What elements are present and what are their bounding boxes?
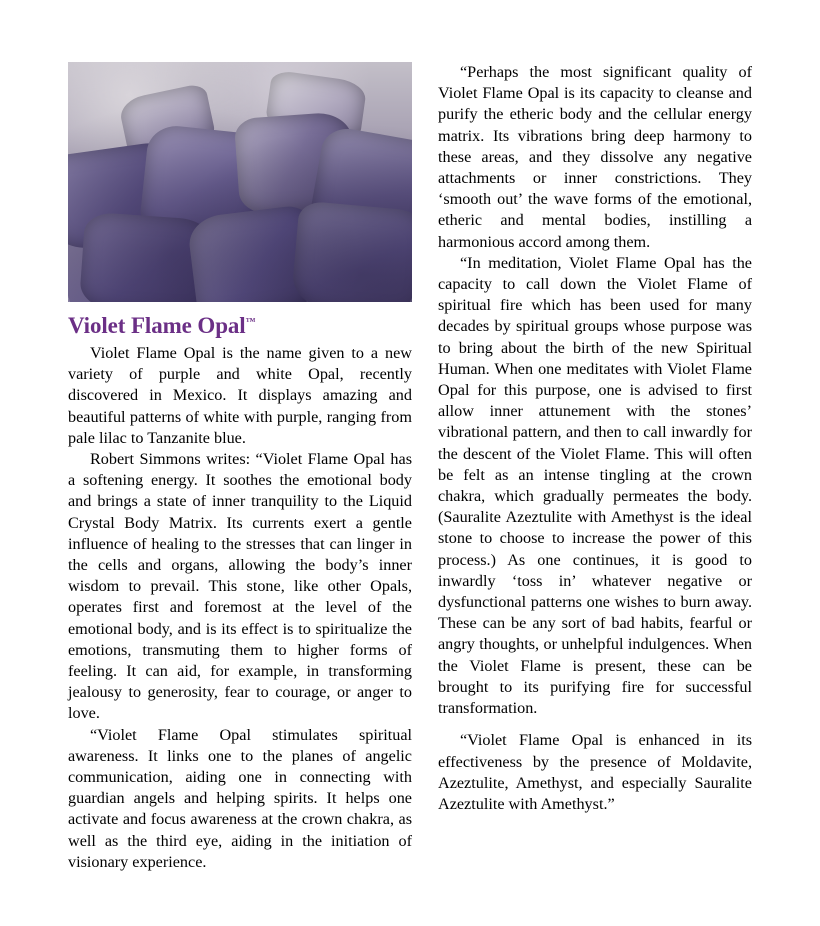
page-title-text: Violet Flame Opal [68, 313, 246, 338]
paragraph: Robert Simmons writes: “Violet Flame Opal has a softening energy. It soothes the emotional body and brings a state of inner tranquility to the Liquid Crystal Body Matrix. Its currents exert a gentle influence of healing to the stresses that can linger in the cells and organs, allowing the body’s inner wisdom to prevail. This stone, like other Opals, operates first and foremost at the level of the emotional body, and is its effect is to spiritualize the emotions, transmuting them to higher forms of feeling. It can aid, for example, in transforming jealousy to generosity, fear to courage, or anger to love. [68, 450, 412, 723]
paragraph: “Perhaps the most significant quality of Violet Flame Opal is its capacity to cleanse and purify the etheric body and the cellular energy matrix. Its vibrations bring deep harmony to these areas, and they dissolve any negative attachments or inner constrictions. They ‘smooth out’ the wave forms of the emotional, etheric and mental bodies, instilling a harmonious accord among them. [438, 63, 752, 251]
page-title [68, 313, 412, 339]
paragraph: “In meditation, Violet Flame Opal has the capacity to call down the Violet Flame of spiritual fire which has been used for many decades by spiritual groups whose purpose was to bring about the birth of the new Spiritual Human. When one meditates with Violet Flame Opal for this purpose, one is advised to first allow inner attunement with the stones’ vibrational pattern, and then to call inwardly for the descent of the Violet Flame. This will often be felt as an intense tingling at the crown chakra, which gradually permeates the body. (Sauralite Azeztulite with Amethyst is the ideal stone to choose to increase the power of this process.) As one continues, it is good to inwardly ‘toss in’ whatever negative or dysfunctional patterns one wishes to burn away. These can be any sort of bad habits, fearful or angry thoughts, or unhelpful indulgences. When the Violet Flame is present, these can be brought to its purifying fire for successful transformation. [438, 253, 752, 718]
left-column [68, 62, 412, 873]
paragraph-spacer [438, 719, 752, 730]
two-column-layout [68, 62, 752, 873]
paragraph: “Violet Flame Opal stimulates spiritual awareness. It links one to the planes of angelic communication, aiding one in connecting with guardian angels and helping spirits. It helps one activate and focus awareness at the crown chakra, as well as the third eye, aiding in the initiation of visionary experience. [68, 725, 412, 871]
trademark-symbol: ™ [245, 316, 256, 328]
paragraph: “Violet Flame Opal is enhanced in its effectiveness by the presence of Moldavite, Azeztulite, Amethyst, and especially Sauralite Azeztulite with Amethyst.” [438, 731, 752, 813]
right-column [438, 62, 752, 873]
paragraph: Violet Flame Opal is the name given to a new variety of purple and white Opal, recently discovered in Mexico. It displays amazing and beautiful patterns of white with purple, ranging from pale lilac to Tanzanite blue. [68, 344, 412, 447]
violet-flame-opal-photo [68, 62, 412, 302]
photo-texture-overlay [68, 62, 412, 302]
